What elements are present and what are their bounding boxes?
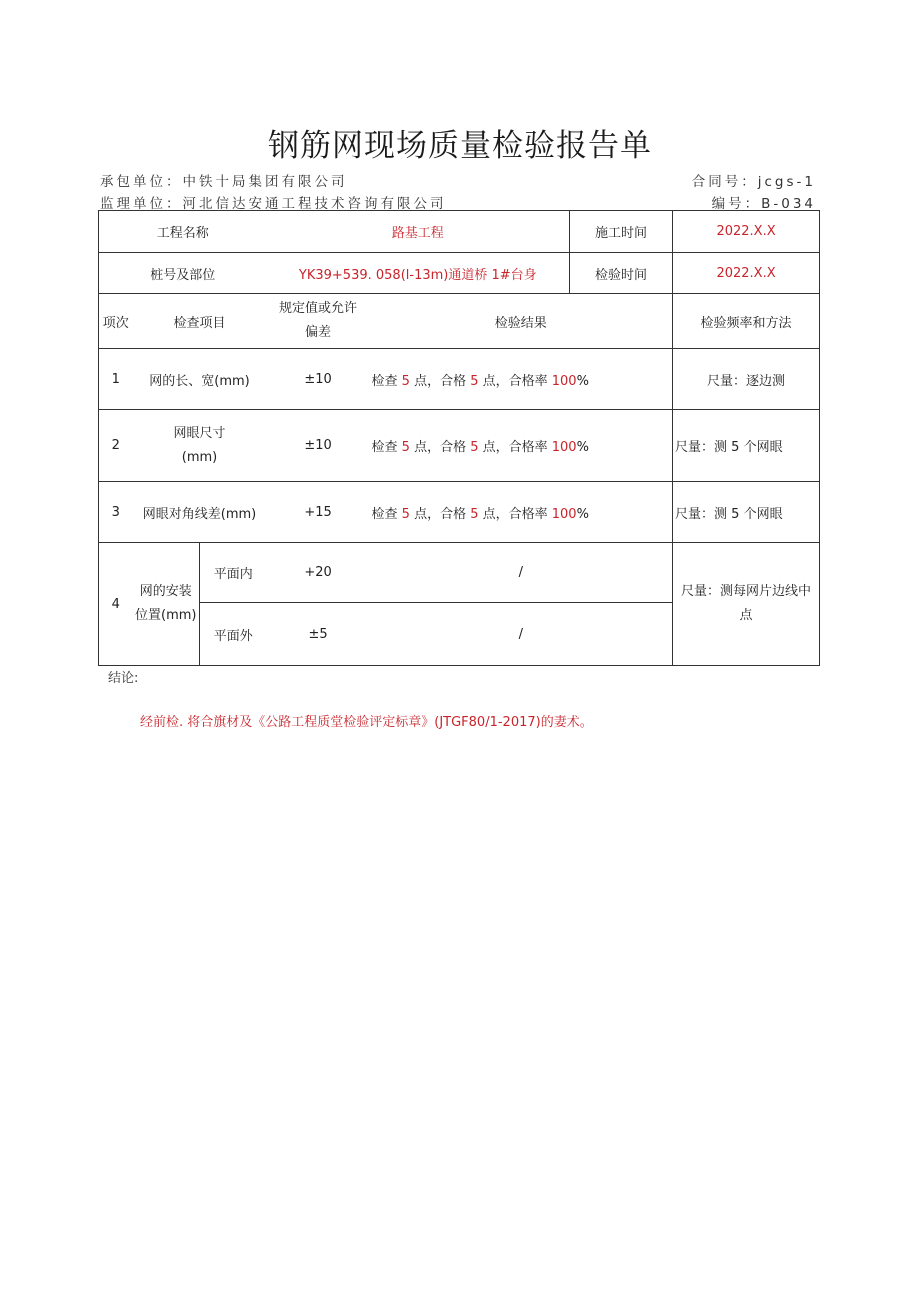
row-method: 尺量：测 5 个网眼 bbox=[673, 482, 820, 543]
row-item: 网的长、宽(mm) bbox=[133, 349, 267, 410]
row-no: 4 bbox=[99, 543, 133, 666]
row-no: 2 bbox=[99, 410, 133, 482]
row-tolerance: ±10 bbox=[267, 410, 370, 482]
project-value: 路基工程 bbox=[267, 211, 570, 253]
result-text: 检查 bbox=[371, 373, 402, 389]
header-row bbox=[99, 294, 820, 349]
row-item bbox=[133, 410, 267, 482]
header-tolerance bbox=[267, 294, 370, 349]
construct-time-value: 2022.X.X bbox=[673, 211, 820, 253]
row-method-line1: 尺量：测每网片边线中 bbox=[681, 584, 812, 599]
row-method bbox=[673, 543, 820, 666]
station-row bbox=[99, 253, 820, 294]
contractor-value: 中铁十局集团有限公司 bbox=[182, 174, 348, 190]
row-tolerance: +15 bbox=[267, 482, 370, 543]
inspection-table bbox=[98, 210, 820, 666]
result-text: 点，合格 bbox=[409, 373, 471, 389]
row-result bbox=[370, 349, 673, 410]
table-row bbox=[99, 410, 820, 482]
page-title: 钢筋网现场质量检验报告单 bbox=[268, 128, 652, 164]
result-passed: 5 bbox=[470, 506, 479, 522]
row-item-line2: (mm) bbox=[181, 449, 218, 465]
result-text: % bbox=[576, 440, 589, 455]
result-text: 检查 bbox=[371, 440, 402, 455]
table-row bbox=[99, 543, 820, 603]
project-row bbox=[99, 211, 820, 253]
table-row bbox=[99, 349, 820, 410]
result-text: 点，合格率 bbox=[478, 440, 552, 455]
result-rate: 100 bbox=[551, 506, 577, 522]
row-method-line2: 点 bbox=[739, 608, 753, 623]
header-item: 检查项目 bbox=[133, 294, 267, 349]
station-value: YK39+539. 058(l-13m)通道桥 1#台身 bbox=[267, 253, 570, 294]
sub-item-result: / bbox=[370, 543, 673, 603]
result-text: 点，合格率 bbox=[478, 373, 552, 389]
station-label: 桩号及部位 bbox=[99, 253, 267, 294]
header-method: 检验频率和方法 bbox=[673, 294, 820, 349]
row-no: 1 bbox=[99, 349, 133, 410]
sub-item-label: 平面内 bbox=[200, 543, 267, 603]
result-rate: 100 bbox=[551, 373, 577, 389]
row-result bbox=[370, 410, 673, 482]
contractor-line bbox=[100, 170, 348, 190]
header-tolerance-line1: 规定值或允许 bbox=[279, 301, 358, 316]
row-no: 3 bbox=[99, 482, 133, 543]
contract-no-line bbox=[692, 170, 816, 190]
header-no: 项次 bbox=[99, 294, 133, 349]
contractor-label: 承包单位： bbox=[100, 174, 183, 190]
inspect-time-value: 2022.X.X bbox=[673, 253, 820, 294]
construct-time-label: 施工时间 bbox=[570, 211, 673, 253]
result-passed: 5 bbox=[470, 440, 479, 455]
result-text: 点，合格 bbox=[409, 440, 471, 455]
serial-line bbox=[712, 192, 816, 212]
project-label: 工程名称 bbox=[99, 211, 267, 253]
sub-item-label: 平面外 bbox=[200, 603, 267, 666]
sub-item-result: / bbox=[370, 603, 673, 666]
contract-no-label: 合同号： bbox=[691, 174, 758, 190]
row-result bbox=[370, 482, 673, 543]
result-text: 点，合格 bbox=[409, 506, 471, 522]
sub-item-tolerance: +20 bbox=[267, 543, 370, 603]
result-checked: 5 bbox=[401, 440, 410, 455]
serial-value: B-034 bbox=[761, 196, 816, 212]
row-item: 网眼对角线差(mm) bbox=[133, 482, 267, 543]
result-rate: 100 bbox=[551, 440, 577, 455]
header-tolerance-line2: 偏差 bbox=[305, 325, 332, 340]
conclusion-label: 结论: bbox=[108, 671, 139, 686]
result-text: % bbox=[576, 506, 589, 522]
conclusion-text: 经前检. 将合旗材及《公路工程质堂检验评定标章》(JTGF80/1-2017)的妻术。 bbox=[140, 715, 593, 730]
supervisor-line bbox=[100, 192, 447, 212]
row-item-line2: 位置(mm) bbox=[135, 608, 197, 623]
row-method: 尺量：逐边测 bbox=[673, 349, 820, 410]
row-item bbox=[133, 543, 200, 666]
row-method: 尺量：测 5 个网眼 bbox=[673, 410, 820, 482]
table-row bbox=[99, 482, 820, 543]
result-text: % bbox=[576, 373, 589, 389]
supervisor-value: 河北信达安通工程技术咨询有限公司 bbox=[182, 196, 447, 212]
row-tolerance: ±10 bbox=[267, 349, 370, 410]
result-text: 检查 bbox=[371, 506, 402, 522]
inspect-time-label: 检验时间 bbox=[570, 253, 673, 294]
header-result: 检验结果 bbox=[370, 294, 673, 349]
sub-item-tolerance: ±5 bbox=[267, 603, 370, 666]
result-checked: 5 bbox=[401, 506, 410, 522]
row-item-line1: 网的安装 bbox=[139, 584, 192, 599]
contract-no-value: jcgs-1 bbox=[757, 174, 816, 190]
result-checked: 5 bbox=[401, 373, 410, 389]
serial-label: 编号： bbox=[711, 196, 762, 212]
result-text: 点，合格率 bbox=[478, 506, 552, 522]
supervisor-label: 监理单位： bbox=[100, 196, 183, 212]
row-item-line1: 网眼尺寸 bbox=[173, 425, 226, 441]
result-passed: 5 bbox=[470, 373, 479, 389]
